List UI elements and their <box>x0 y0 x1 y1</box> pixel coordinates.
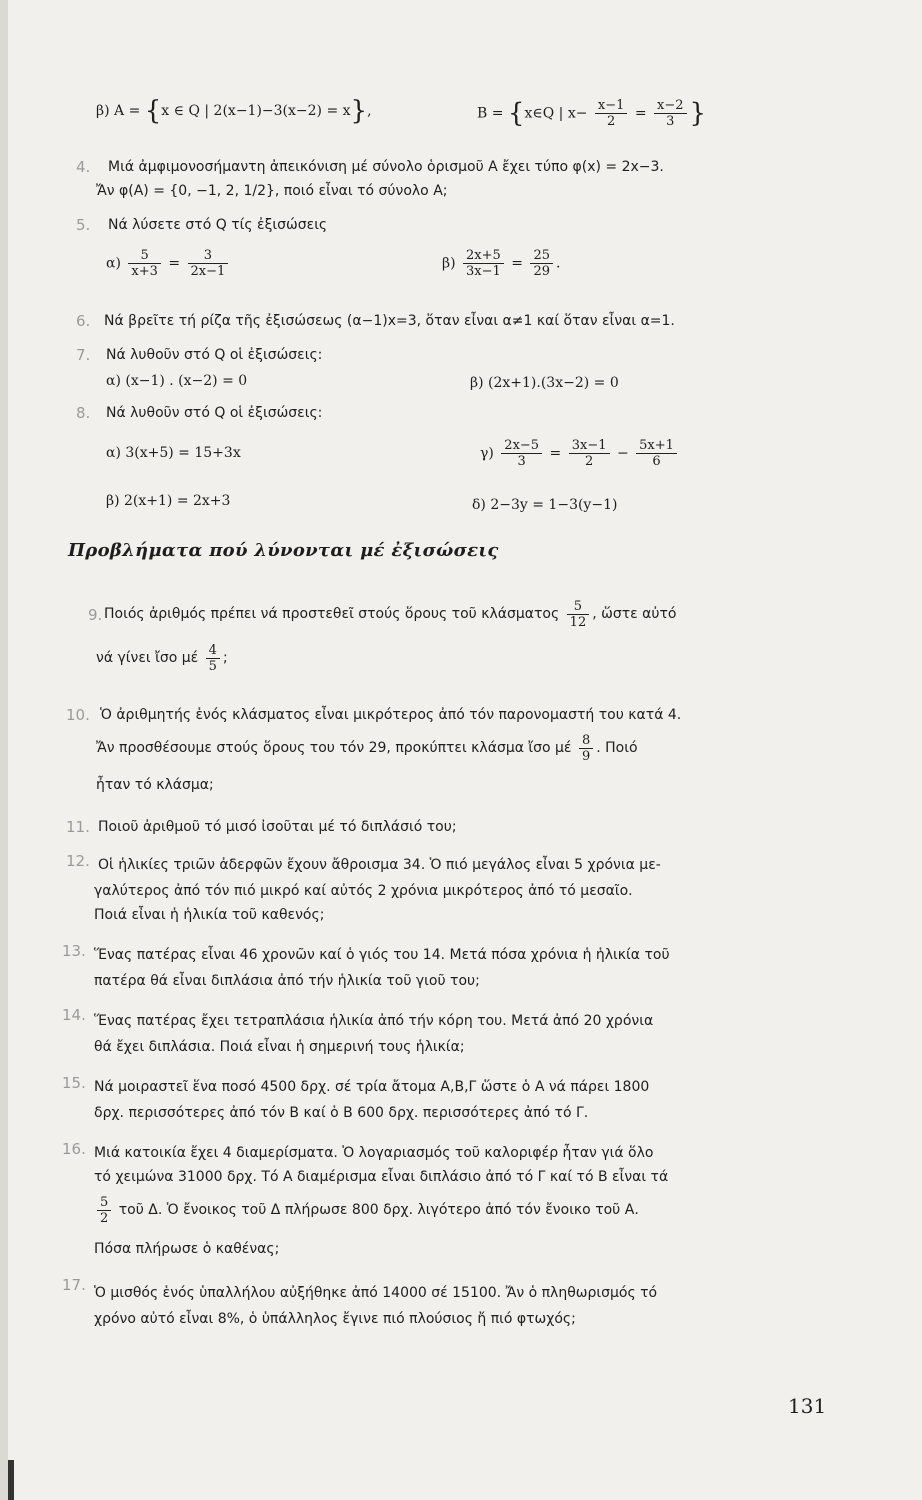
item-label: γ) <box>480 445 494 462</box>
fraction <box>569 438 610 469</box>
exercise-12-line-2: γαλύτερος ἀπό τόν πιό μικρό καί αὐτός 2 χρόνια μικρότερος ἀπό τό μεσαῖο. <box>94 883 633 899</box>
fraction-numerator: 4 <box>206 643 220 659</box>
exercise-number: 17. <box>62 1276 86 1294</box>
fraction-denominator: 5 <box>208 658 217 674</box>
equals-sign: = <box>634 105 647 122</box>
exercise-number: 11. <box>66 818 90 836</box>
exercise-number: 7. <box>76 346 91 364</box>
fraction <box>530 248 553 279</box>
fraction <box>501 438 542 469</box>
exercise-16-line-3 <box>94 1192 639 1228</box>
fraction <box>97 1195 111 1226</box>
exercise-9-line-1 <box>104 596 677 632</box>
exercise-5-a <box>106 248 231 279</box>
text-segment: Ἄν προσθέσουμε στούς ὅρους του τόν 29, προκύπτει κλάσμα ἴσο μέ <box>96 740 572 756</box>
exercise-number: 15. <box>62 1074 86 1092</box>
exercise-7-a: α) (x−1) . (x−2) = 0 <box>106 373 248 389</box>
exercise-14-line-1: Ἕνας πατέρας ἔχει τετραπλάσια ἡλικία ἀπό τήν κόρη του. Μετά ἀπό 20 χρόνια <box>94 1013 654 1029</box>
text-segment: νά γίνει ἴσο μέ <box>96 650 199 666</box>
exercise-number: 14. <box>62 1006 86 1024</box>
exercise-number: 9. <box>88 606 103 624</box>
exercise-number: 8. <box>76 404 91 422</box>
exercise-8-b: β) 2(x+1) = 2x+3 <box>106 493 231 509</box>
equals-sign: = <box>168 255 181 272</box>
set-b-definition <box>477 98 706 129</box>
fraction-numerator: 2x+5 <box>463 248 504 264</box>
fraction <box>579 733 593 764</box>
exercise-number: 4. <box>76 158 91 176</box>
fraction-denominator: 9 <box>581 748 591 764</box>
text-segment: ; <box>222 650 228 666</box>
exercise-number: 6. <box>76 312 91 330</box>
exercise-number: 13. <box>62 942 86 960</box>
exercise-number: 10. <box>66 706 90 724</box>
fraction-numerator: 3x−1 <box>569 438 610 454</box>
fraction-denominator: 29 <box>533 264 550 279</box>
exercise-14-line-2: θά ἔχει διπλάσια. Ποιά εἶναι ἡ σημερινή τους ἡλικία; <box>94 1039 465 1055</box>
fraction-denominator: 3x−1 <box>466 264 501 279</box>
equals-sign: = <box>549 445 562 462</box>
text-segment: Ποιός ἀριθμός πρέπει νά προστεθεῖ στούς ὅρους τοῦ κλάσματος <box>104 606 560 622</box>
item-label: α) <box>106 255 121 272</box>
exercise-16-line-1: Μιά κατοικία ἔχει 4 διαμερίσματα. Ὁ λογαριασμός τοῦ καλοριφέρ ἦταν γιά ὅλο <box>94 1145 654 1161</box>
exercise-12-line-1: Οἱ ἡλικίες τριῶν ἀδερφῶν ἔχουν ἄθροισμα 34. Ὁ πιό μεγάλος εἶναι 5 χρόνια με- <box>98 857 661 873</box>
exercise-number: 5. <box>76 216 91 234</box>
exercise-13-line-2: πατέρα θά εἶναι διπλάσια ἀπό τήν ἡλικία τοῦ γιοῦ του; <box>94 973 480 989</box>
fraction <box>463 248 504 279</box>
page-number: 131 <box>788 1394 827 1418</box>
fraction <box>188 248 229 279</box>
fraction-numerator: 5x+1 <box>636 438 677 454</box>
text-segment: , ὥστε αὐτό <box>592 606 677 622</box>
right-brace: } <box>350 96 368 126</box>
fraction-denominator: 3 <box>517 454 526 469</box>
exercise-17-line-1: Ὁ μισθός ἑνός ὑπαλλήλου αὐξήθηκε ἀπό 14000 σέ 15100. Ἄν ὁ πληθωρισμός τό <box>94 1285 658 1301</box>
fraction <box>595 98 628 129</box>
fraction-denominator: 2 <box>100 1210 109 1226</box>
fraction-numerator: 5 <box>567 599 590 615</box>
fraction-denominator: 2 <box>584 454 594 469</box>
exercise-10-line-3: ἦταν τό κλάσμα; <box>96 777 214 793</box>
fraction <box>128 248 161 279</box>
fraction <box>567 599 590 630</box>
exercise-13-line-1: Ἕνας πατέρας εἶναι 46 χρονῶν καί ὁ γιός του 14. Μετά πόσα χρόνια ἡ ἡλικία τοῦ <box>94 947 670 963</box>
section-heading: Προβλήματα πού λύνονται μέ ἐξισώσεις <box>68 540 499 561</box>
exercise-16-line-2: τό χειμώνα 31000 δρχ. Τό Α διαμέρισμα εἶναι διπλάσιο ἀπό τό Γ καί τό Β εἶναι τά <box>94 1169 669 1185</box>
exercise-10-line-1: Ὁ ἀριθμητής ἑνός κλάσματος εἶναι μικρότερος ἀπό τόν παρονομαστή του κατά 4. <box>100 707 682 723</box>
exercise-17-line-2: χρόνο αὐτό εἶναι 8%, ὁ ὑπάλληλος ἔγινε πιό πλούσιος ἤ πιό φτωχός; <box>94 1311 576 1327</box>
exercise-8-a: α) 3(x+5) = 15+3x <box>106 445 241 461</box>
exercise-8-c <box>480 438 680 469</box>
exercise-4-line-2: Ἄν φ(A) = {0, −1, 2, 1/2}, ποιό εἶναι τό σύνολο Α; <box>96 183 448 199</box>
exercise-6-text: Νά βρεῖτε τή ρίζα τῆς ἐξισώσεως (α−1)x=3, ὅταν εἶναι α≠1 καί ὅταν εἶναι α=1. <box>104 313 675 329</box>
fraction <box>636 438 677 469</box>
exercise-10-line-2 <box>96 730 638 766</box>
exercise-8-text: Νά λυθοῦν στό Q οἱ ἐξισώσεις: <box>106 405 323 421</box>
left-brace: { <box>144 96 162 126</box>
fraction-numerator: 5 <box>97 1195 111 1211</box>
fraction-denominator: 12 <box>569 614 587 630</box>
text-segment: τοῦ Δ. Ὁ ἔνοικος τοῦ Δ πλήρωσε 800 δρχ. λιγότερο ἀπό τόν ἔνοικο τοῦ Α. <box>118 1202 639 1218</box>
exercise-number: 16. <box>62 1140 86 1158</box>
fraction <box>206 643 220 674</box>
exercise-12-line-3: Ποιά εἶναι ἡ ἡλικία τοῦ καθενός; <box>94 907 325 923</box>
fraction-numerator: x−1 <box>595 98 628 114</box>
left-brace: { <box>507 98 525 129</box>
fraction-numerator: 5 <box>128 248 161 264</box>
fraction-numerator: 25 <box>530 248 553 264</box>
exercise-5-b <box>442 248 560 279</box>
right-brace: } <box>689 98 707 129</box>
equals-sign: = <box>511 255 523 272</box>
exercise-9-line-2 <box>96 640 228 676</box>
exercise-7-b: β) (2x+1).(3x−2) = 0 <box>470 375 619 391</box>
set-b-prefix: x∈Q | x− <box>524 105 588 122</box>
set-b-label: B = <box>477 105 504 122</box>
scan-artifact <box>8 1460 14 1500</box>
set-a-body: x ∈ Q | 2(x−1)−3(x−2) = x <box>161 103 351 119</box>
exercise-7-text: Νά λυθοῦν στό Q οἱ ἐξισώσεις: <box>106 347 323 363</box>
fraction-numerator: 3 <box>188 248 229 264</box>
fraction-denominator: x+3 <box>131 264 158 279</box>
fraction-numerator: 2x−5 <box>501 438 542 454</box>
fraction-numerator: x−2 <box>654 98 687 114</box>
fraction-denominator: 3 <box>666 114 675 129</box>
exercise-5-text: Νά λύσετε στό Q τίς ἐξισώσεις <box>108 217 328 233</box>
fraction-denominator: 2 <box>607 114 616 129</box>
exercise-11-line-1: Ποιοῦ ἀριθμοῦ τό μισό ἰσοῦται μέ τό διπλάσιό του; <box>98 819 457 835</box>
set-a-label: β) A = <box>96 103 141 119</box>
minus-sign: − <box>616 445 629 462</box>
page-edge-shadow <box>0 0 8 1500</box>
period: . <box>555 255 561 272</box>
fraction <box>654 98 687 129</box>
set-a-definition: β) A = {x ∈ Q | 2(x−1)−3(x−2) = x}, <box>96 96 372 126</box>
text-segment: . Ποιό <box>596 740 638 756</box>
exercise-16-line-4: Πόσα πλήρωσε ὁ καθένας; <box>94 1241 280 1257</box>
exercise-15-line-1: Νά μοιραστεῖ ἕνα ποσό 4500 δρχ. σέ τρία ἄτομα Α,Β,Γ ὥστε ὁ Α νά πάρει 1800 <box>94 1079 650 1095</box>
fraction-denominator: 6 <box>652 454 661 469</box>
exercise-8-d: δ) 2−3y = 1−3(y−1) <box>472 497 618 513</box>
fraction-denominator: 2x−1 <box>190 264 226 279</box>
exercise-4-line-1: Μιά ἀμφιμονοσήμαντη ἀπεικόνιση μέ σύνολο ὁρισμοῦ Α ἔχει τύπο φ(x) = 2x−3. <box>108 159 664 175</box>
exercise-number: 12. <box>66 852 90 870</box>
exercise-15-line-2: δρχ. περισσότερες ἀπό τόν Β καί ὁ Β 600 δρχ. περισσότερες ἀπό τό Γ. <box>94 1105 589 1121</box>
item-label: β) <box>442 255 456 272</box>
fraction-numerator: 8 <box>579 733 593 749</box>
